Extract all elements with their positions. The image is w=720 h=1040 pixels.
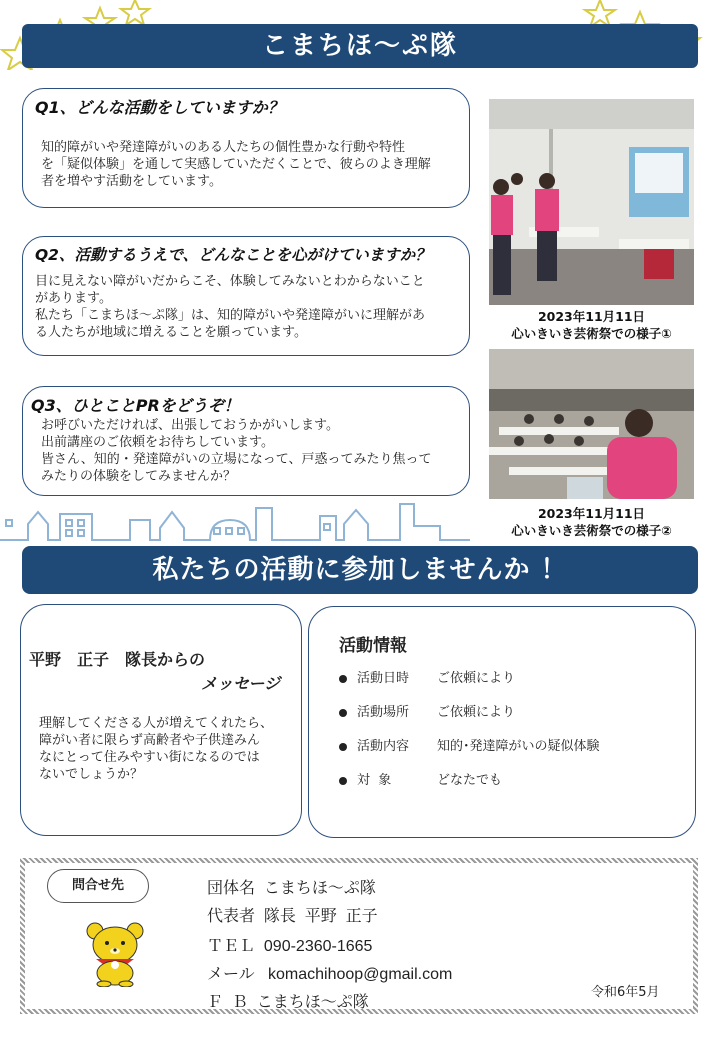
q3-title: Q3、ひとことPRをどうぞ！: [31, 396, 240, 415]
contact-facebook[interactable]: Ｆ Ｂ こまちほ～ぷ隊: [207, 994, 369, 1011]
join-banner: [22, 546, 698, 594]
contact-representative: 代表者 隊長 平野 正子: [207, 908, 378, 925]
town-skyline-decoration: [0, 498, 470, 544]
photo-2-caption: 2023年11月11日 心いきいき芸術祭での様子②: [511, 506, 672, 538]
message-heading-2: メッセージ: [201, 674, 281, 693]
q2-title: Q2、活動するうえで、どんなことを心がけていますか？: [35, 246, 431, 264]
issue-date: 令和6年5月: [591, 985, 660, 1000]
bullet-icon: [339, 777, 347, 785]
event-photo-1: [489, 99, 694, 305]
contact-org-name: 団体名 こまちほ～ぷ隊: [207, 880, 376, 897]
q3-body: お呼びいただければ、出張しておうかがいします。 出前講座のご依頼をお待ちしています。 皆さん、知的・発達障がいの立場になって、戸惑ってみたり焦って みたりの体験をしてみませんか？: [41, 418, 432, 484]
activity-row-place: 活動場所 ご依頼により: [339, 701, 515, 720]
contact-email[interactable]: メール komachihoop@gmail.com: [207, 966, 453, 983]
q1-box: [22, 88, 470, 208]
activity-row-datetime: 活動日時 ご依頼により: [339, 667, 515, 686]
activity-row-content: 活動内容 知的･発達障がいの疑似体験: [339, 735, 600, 754]
photo-1-caption: 2023年11月11日 心いきいき芸術祭での様子①: [511, 309, 672, 341]
q2-box: [22, 236, 470, 356]
q1-body: 知的障がいや発達障がいのある人たちの個性豊かな行動や特性 を「疑似体験」を通して実感していただくことで、彼らのよき理解 者を増やす活動をしています。: [41, 140, 431, 189]
join-banner-text: 私たちの活動に参加しませんか ！: [152, 555, 568, 585]
bullet-icon: [339, 675, 347, 683]
bear-mascot-icon: [80, 921, 150, 987]
message-heading-1: 平野 正子 隊長からの: [29, 650, 206, 669]
message-panel: [20, 604, 302, 836]
contact-bubble: 問合せ先: [47, 869, 149, 903]
activity-info-panel: [308, 606, 696, 838]
event-photo-2: [489, 349, 694, 499]
header-banner: [22, 24, 698, 68]
activity-heading: 活動情報: [339, 636, 407, 656]
bullet-icon: [339, 709, 347, 717]
q1-title: Q1、どんな活動をしていますか？: [35, 98, 284, 117]
q3-box: [22, 386, 470, 496]
message-body: 理解してくださる人が増えてくれたら、 障がい者に限らず高齢者や子供達みん なにとって住みやすい街になるのでは ないでしょうか？: [39, 716, 274, 782]
bullet-icon: [339, 743, 347, 751]
activity-row-target: 対 象 どなたでも: [339, 769, 502, 788]
page-title: こまちほ～ぷ隊: [261, 31, 458, 61]
contact-phone[interactable]: ＴＥＬ 090-2360-1665: [207, 938, 373, 955]
contact-box: [20, 858, 698, 1014]
q2-body: 目に見えない障がいだからこそ、体験してみないとわからないこと があります。 私たち「こまちほ～ぷ隊」は、知的障がいや発達障がいに理解があ る人たちが地域に増えることを願っています。: [35, 274, 426, 340]
